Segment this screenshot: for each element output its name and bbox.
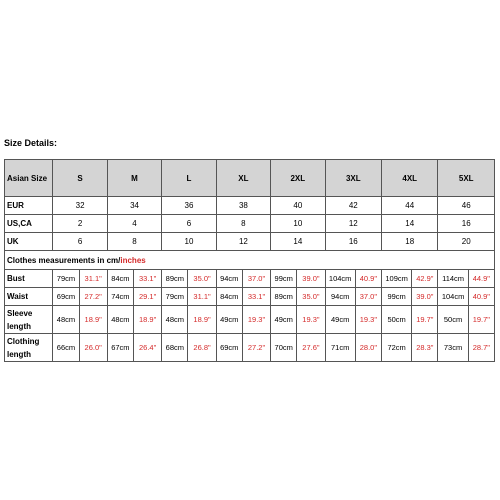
inch-value-cell: 27.2" xyxy=(242,334,270,362)
size-header-cell: 5XL xyxy=(438,160,495,197)
cm-value-cell: 94cm xyxy=(216,270,242,288)
size-value-cell: 34 xyxy=(107,197,161,215)
cm-value-cell: 74cm xyxy=(107,288,133,306)
size-value-cell: 44 xyxy=(382,197,438,215)
inch-value-cell: 19.3" xyxy=(355,306,381,334)
section-title-prefix: Clothes measurements in cm/ xyxy=(7,255,121,265)
inch-value-cell: 28.7" xyxy=(468,334,494,362)
inch-value-cell: 27.2" xyxy=(79,288,107,306)
size-header-row xyxy=(5,160,495,197)
cm-value-cell: 99cm xyxy=(382,288,412,306)
cm-value-cell: 72cm xyxy=(382,334,412,362)
size-value-cell: 46 xyxy=(438,197,495,215)
inch-value-cell: 42.9" xyxy=(412,270,438,288)
size-value-cell: 14 xyxy=(382,215,438,233)
size-header-cell: L xyxy=(162,160,216,197)
cm-value-cell: 49cm xyxy=(216,306,242,334)
size-value-cell: 2 xyxy=(53,215,107,233)
inch-value-cell: 26.8" xyxy=(188,334,216,362)
inch-value-cell: 37.0" xyxy=(355,288,381,306)
inch-value-cell: 19.3" xyxy=(242,306,270,334)
size-value-cell: 12 xyxy=(216,233,270,251)
cm-value-cell: 79cm xyxy=(53,270,79,288)
inch-value-cell: 26.0" xyxy=(79,334,107,362)
inch-value-cell: 37.0" xyxy=(242,270,270,288)
cm-value-cell: 89cm xyxy=(162,270,188,288)
size-header-cell: S xyxy=(53,160,107,197)
size-value-cell: 32 xyxy=(53,197,107,215)
size-header-cell: 4XL xyxy=(382,160,438,197)
cm-value-cell: 66cm xyxy=(53,334,79,362)
size-value-cell: 16 xyxy=(325,233,381,251)
size-row xyxy=(5,197,495,215)
cm-value-cell: 50cm xyxy=(382,306,412,334)
cm-value-cell: 49cm xyxy=(271,306,297,334)
cm-value-cell: 89cm xyxy=(271,288,297,306)
size-value-cell: 12 xyxy=(325,215,381,233)
size-header-cell: XL xyxy=(216,160,270,197)
cm-value-cell: 104cm xyxy=(325,270,355,288)
row-label: Bust xyxy=(5,270,53,288)
cm-value-cell: 48cm xyxy=(107,306,133,334)
cm-value-cell: 70cm xyxy=(271,334,297,362)
size-value-cell: 36 xyxy=(162,197,216,215)
section-title xyxy=(5,251,495,270)
cm-value-cell: 48cm xyxy=(162,306,188,334)
row-label: US,CA xyxy=(5,215,53,233)
size-value-cell: 6 xyxy=(162,215,216,233)
size-value-cell: 20 xyxy=(438,233,495,251)
inch-value-cell: 28.0" xyxy=(355,334,381,362)
inch-value-cell: 18.9" xyxy=(188,306,216,334)
measurement-row xyxy=(5,270,495,288)
header-label: Asian Size xyxy=(5,160,53,197)
cm-value-cell: 69cm xyxy=(216,334,242,362)
cm-value-cell: 48cm xyxy=(53,306,79,334)
cm-value-cell: 114cm xyxy=(438,270,468,288)
cm-value-cell: 84cm xyxy=(216,288,242,306)
inch-value-cell: 27.6" xyxy=(297,334,325,362)
inch-value-cell: 18.9" xyxy=(134,306,162,334)
cm-value-cell: 104cm xyxy=(438,288,468,306)
inch-value-cell: 35.0" xyxy=(297,288,325,306)
cm-value-cell: 50cm xyxy=(438,306,468,334)
size-value-cell: 38 xyxy=(216,197,270,215)
inch-value-cell: 39.0" xyxy=(412,288,438,306)
inch-value-cell: 33.1" xyxy=(134,270,162,288)
cm-value-cell: 99cm xyxy=(271,270,297,288)
inch-value-cell: 40.9" xyxy=(355,270,381,288)
size-value-cell: 14 xyxy=(271,233,325,251)
row-label: Clothing length xyxy=(5,334,53,362)
section-title-suffix: inches xyxy=(120,255,146,265)
inch-value-cell: 31.1" xyxy=(188,288,216,306)
inch-value-cell: 44.9" xyxy=(468,270,494,288)
inch-value-cell: 33.1" xyxy=(242,288,270,306)
row-label: Waist xyxy=(5,288,53,306)
row-label: EUR xyxy=(5,197,53,215)
row-label: UK xyxy=(5,233,53,251)
size-value-cell: 8 xyxy=(107,233,161,251)
size-header-cell: 3XL xyxy=(325,160,381,197)
size-value-cell: 4 xyxy=(107,215,161,233)
size-value-cell: 18 xyxy=(382,233,438,251)
inch-value-cell: 19.3" xyxy=(297,306,325,334)
cm-value-cell: 94cm xyxy=(325,288,355,306)
section-row xyxy=(5,251,495,270)
cm-value-cell: 68cm xyxy=(162,334,188,362)
cm-value-cell: 67cm xyxy=(107,334,133,362)
size-row xyxy=(5,215,495,233)
size-value-cell: 16 xyxy=(438,215,495,233)
cm-value-cell: 109cm xyxy=(382,270,412,288)
inch-value-cell: 26.4" xyxy=(134,334,162,362)
measurement-row xyxy=(5,306,495,334)
inch-value-cell: 18.9" xyxy=(79,306,107,334)
cm-value-cell: 79cm xyxy=(162,288,188,306)
cm-value-cell: 69cm xyxy=(53,288,79,306)
inch-value-cell: 31.1" xyxy=(79,270,107,288)
size-value-cell: 42 xyxy=(325,197,381,215)
inch-value-cell: 28.3" xyxy=(412,334,438,362)
measurement-row xyxy=(5,288,495,306)
size-header-cell: 2XL xyxy=(271,160,325,197)
inch-value-cell: 29.1" xyxy=(134,288,162,306)
inch-value-cell: 19.7" xyxy=(468,306,494,334)
cm-value-cell: 49cm xyxy=(325,306,355,334)
measurement-row xyxy=(5,334,495,362)
inch-value-cell: 40.9" xyxy=(468,288,494,306)
inch-value-cell: 19.7" xyxy=(412,306,438,334)
size-value-cell: 8 xyxy=(216,215,270,233)
size-value-cell: 10 xyxy=(271,215,325,233)
inch-value-cell: 35.0" xyxy=(188,270,216,288)
cm-value-cell: 71cm xyxy=(325,334,355,362)
size-chart-table xyxy=(4,159,495,362)
size-value-cell: 6 xyxy=(53,233,107,251)
size-value-cell: 40 xyxy=(271,197,325,215)
size-row xyxy=(5,233,495,251)
size-header-cell: M xyxy=(107,160,161,197)
row-label: Sleeve length xyxy=(5,306,53,334)
cm-value-cell: 84cm xyxy=(107,270,133,288)
cm-value-cell: 73cm xyxy=(438,334,468,362)
inch-value-cell: 39.0" xyxy=(297,270,325,288)
size-value-cell: 10 xyxy=(162,233,216,251)
page-title: Size Details: xyxy=(4,138,58,148)
